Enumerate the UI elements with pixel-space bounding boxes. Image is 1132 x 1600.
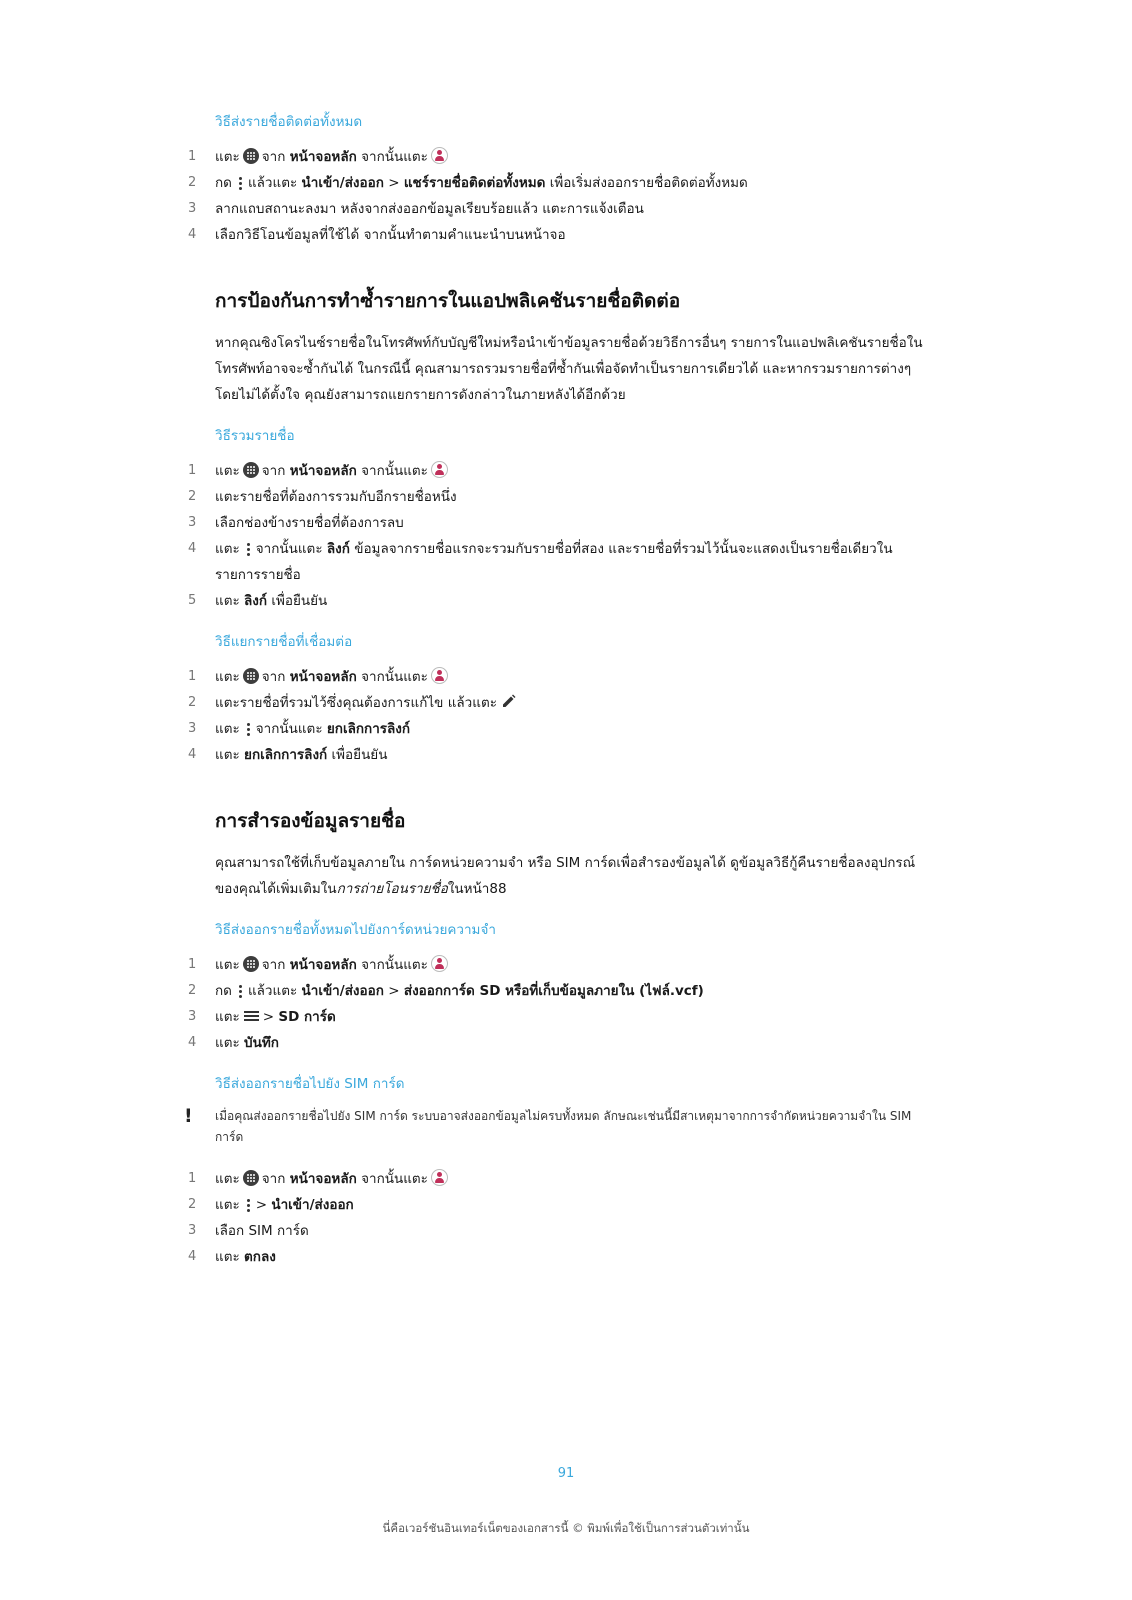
apps-icon [243, 1170, 259, 1186]
list-item: 1 แตะ จาก หน้าจอหลัก จากนั้นแตะ [215, 1166, 935, 1192]
steps-unlink [188, 664, 935, 768]
contacts-icon [431, 955, 448, 972]
list-item: 1 แตะ จาก หน้าจอหลัก จากนั้นแตะ [215, 144, 935, 170]
warning-icon: ! [184, 1105, 193, 1127]
menu-icon [244, 1011, 259, 1022]
list-item: 3 เลือก SIM การ์ด [188, 1223, 309, 1239]
subhead-share-all: วิธีส่งรายชื่อติดต่อทั้งหมด [215, 114, 363, 130]
page-number: 91 [557, 1466, 575, 1481]
subhead-export-card: วิธีส่งออกรายชื่อทั้งหมดไปยังการ์ดหน่วยความจำ [215, 922, 496, 938]
apps-icon [243, 462, 259, 478]
list-item: 4 แตะ บันทึก [188, 1035, 279, 1051]
list-item: 3 ลากแถบสถานะลงมา หลังจากส่งออกข้อมูลเรียบร้อยแล้ว แตะการแจ้งเตือน [188, 201, 644, 217]
list-item: 2 กด แล้วแตะ นำเข้า/ส่งออก > ส่งออกการ์ด SD หรือที่เก็บข้อมูลภายใน (ไฟล์.vcf) [188, 983, 704, 999]
list-item: 3 แตะ จากนั้นแตะ ยกเลิกการลิงก์ [188, 721, 411, 737]
steps-merge [188, 458, 935, 614]
apps-icon [243, 148, 259, 164]
steps-share-all [188, 144, 935, 248]
paragraph-duplicates: หากคุณซิงโครไนซ์รายชื่อในโทรศัพท์กับบัญชีใหม่หรือนำเข้าข้อมูลรายชื่อด้วยวิธีการอื่นๆ รายการในแอปพลิเคชันรายชื่อในโทรศัพท์อาจจะซ้ำกันได้ ในกรณีนี้ คุณสามารถรวมรายชื่อที่ซ้ำกันเพื่อจัดทำเป็นรายการเดียวได้ และหากรวมรายการต่างๆ โดยไม่ได้ตั้งใจ คุณยังสามารถแยกรายการดังกล่าวในภายหลังได้อีกด้วย [215, 335, 923, 403]
apps-icon [243, 956, 259, 972]
more-options-icon [238, 984, 242, 998]
contacts-icon [431, 147, 448, 164]
list-item: 2 กด แล้วแตะ นำเข้า/ส่งออก > แชร์รายชื่อติดต่อทั้งหมด เพื่อเริ่มส่งออกรายชื่อติดต่อทั้งหมด [188, 175, 748, 191]
list-item: 3 แตะ > SD การ์ด [188, 1009, 336, 1025]
list-item: 3 เลือกช่องข้างรายชื่อที่ต้องการลบ [188, 515, 404, 531]
apps-icon [243, 668, 259, 684]
list-item: 2 แตะรายชื่อที่ต้องการรวมกับอีกรายชื่อหนึ่ง [188, 489, 457, 505]
steps-export-card [188, 952, 935, 1056]
steps-export-sim [188, 1166, 935, 1270]
link-transfer-contacts[interactable]: การถ่ายโอนรายชื่อ [336, 881, 448, 897]
contacts-icon [431, 667, 448, 684]
list-item: 2 แตะ > นำเข้า/ส่งออก [188, 1197, 354, 1213]
subhead-merge: วิธีรวมรายชื่อ [215, 428, 295, 444]
list-item: 4 แตะ ยกเลิกการลิงก์ เพื่อยืนยัน [188, 747, 388, 763]
content [184, 110, 935, 1286]
heading-prevent-duplicates: การป้องกันการทำซ้ำรายการในแอปพลิเคชันรายชื่อติดต่อ [215, 290, 681, 312]
list-item: 4 แตะ จากนั้นแตะ ลิงก์ ข้อมูลจากรายชื่อแรกจะรวมกับรายชื่อที่สอง และรายชื่อที่รวมไว้นั้นจะแสดงเป็นรายชื่อเดียวในรายการรายชื่อ [188, 541, 893, 583]
list-item: 4 เลือกวิธีโอนข้อมูลที่ใช้ได้ จากนั้นทำตามคำแนะนำบนหน้าจอ [188, 227, 566, 243]
subhead-unlink: วิธีแยกรายชื่อที่เชื่อมต่อ [215, 634, 353, 650]
list-item: 1 แตะ จาก หน้าจอหลัก จากนั้นแตะ [215, 952, 935, 978]
more-options-icon [246, 722, 250, 736]
list-item: 5 แตะ ลิงก์ เพื่อยืนยัน [188, 593, 328, 609]
warning-note: ! เมื่อคุณส่งออกรายชื่อไปยัง SIM การ์ด ระบบอาจส่งออกข้อมูลไม่ครบทั้งหมด ลักษณะเช่นนี้มีสาเหตุมาจากการจำกัดหน่วยความจำใน SIM การ์ด [184, 1105, 912, 1144]
subhead-export-sim: วิธีส่งออกรายชื่อไปยัง SIM การ์ด [215, 1076, 405, 1092]
list-item: 1 แตะ จาก หน้าจอหลัก จากนั้นแตะ [215, 458, 935, 484]
list-item: 4 แตะ ตกลง [188, 1249, 276, 1265]
list-item: 2 แตะรายชื่อที่รวมไว้ซึ่งคุณต้องการแก้ไข แล้วแตะ [215, 690, 935, 716]
paragraph-backup: คุณสามารถใช้ที่เก็บข้อมูลภายใน การ์ดหน่วยความจำ หรือ SIM การ์ดเพื่อสำรองข้อมูลได้ ดูข้อมูลวิธีกู้คืนรายชื่อลงอุปกรณ์ของคุณได้เพิ่มเติมในการถ่ายโอนรายชื่อในหน้า88 [215, 855, 916, 897]
pencil-icon [500, 694, 518, 710]
more-options-icon [246, 542, 250, 556]
more-options-icon [238, 176, 242, 190]
heading-backup: การสำรองข้อมูลรายชื่อ [215, 810, 406, 832]
list-item: 1 แตะ จาก หน้าจอหลัก จากนั้นแตะ [215, 664, 935, 690]
more-options-icon [246, 1198, 250, 1212]
contacts-icon [431, 461, 448, 478]
footer-note: นี่คือเวอร์ชันอินเทอร์เน็ตของเอกสารนี้ © พิมพ์เพื่อใช้เป็นการส่วนตัวเท่านั้น [382, 1521, 750, 1535]
contacts-icon [431, 1169, 448, 1186]
